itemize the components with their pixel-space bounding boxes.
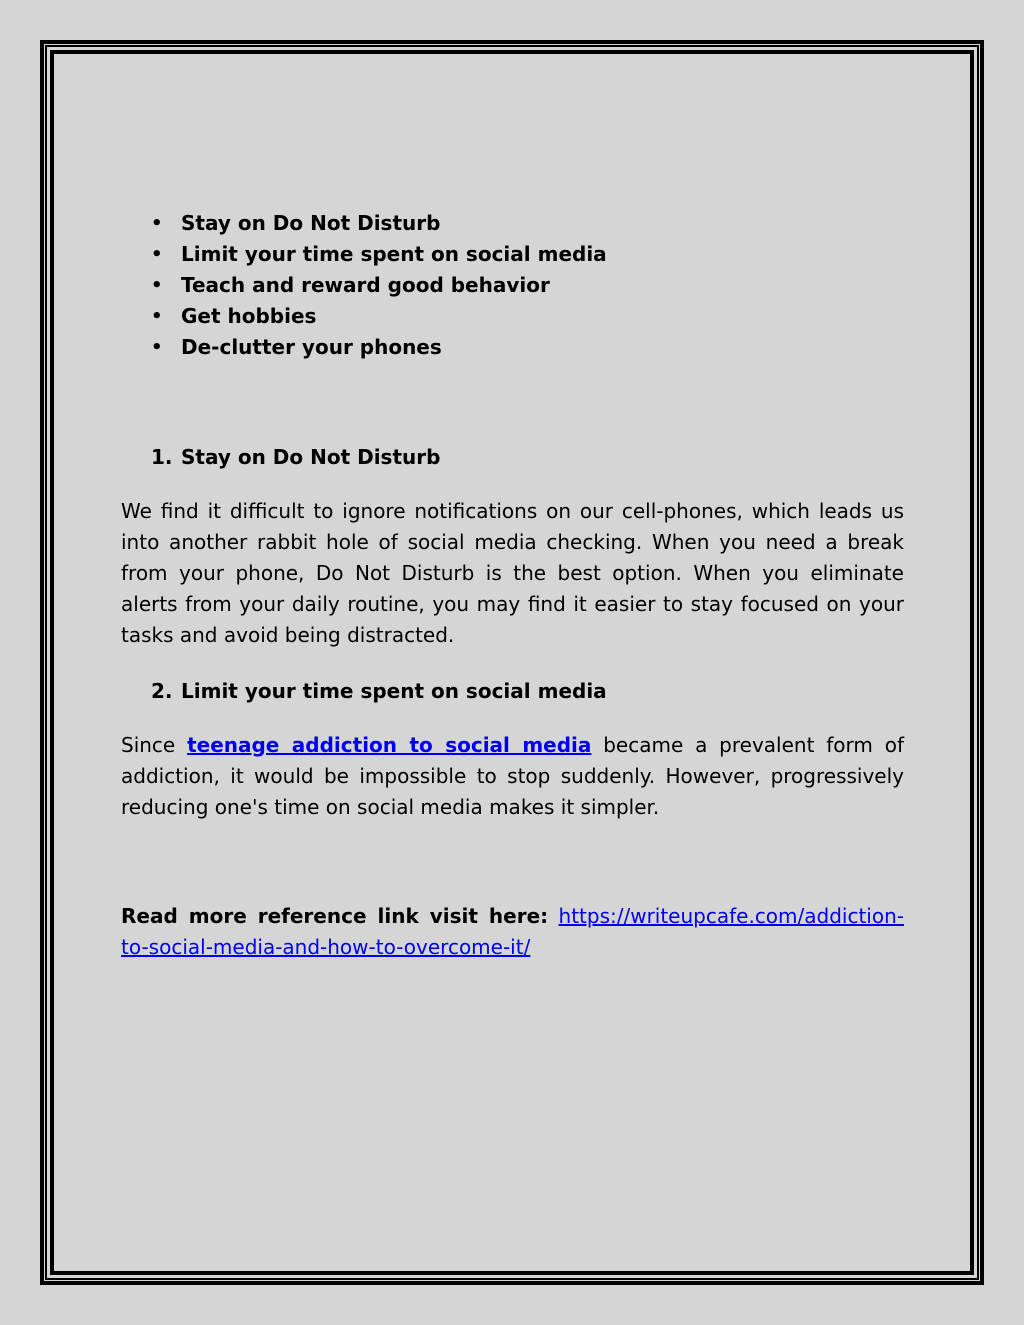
bullet-icon: • [151,213,163,234]
reference-url-link[interactable]: https://writeupcafe.com/addiction-to-social-media-and-how-to-overcome-it/ [121,904,904,959]
section-1-number: 1. [151,445,173,469]
section-1-heading [151,442,440,473]
bullet-icon: • [151,244,163,265]
section-1-title: Stay on Do Not Disturb [181,445,441,469]
section-2-heading [151,676,607,707]
reference-label: Read more reference link visit here: [121,904,549,928]
bullet-icon: • [151,337,163,358]
bullet-icon: • [151,306,163,327]
section-2-body-suffix: became a prevalent form of addiction, it would be impossible to stop suddenly. However, progressively reducing one's time on social media makes it simpler. [121,733,904,819]
list-item [151,208,607,239]
section-1-body: We find it difficult to ignore notifications on our cell-phones, which leads us into another rabbit hole of social media checking. When you need a break from your phone, Do Not Disturb is the best option. When you eliminate alerts from your daily routine, you may find it easier to stay focused on your tasks and avoid being distracted. [121,499,904,647]
list-item [151,239,607,270]
section-2-body [121,730,904,823]
list-item-label: Stay on Do Not Disturb [181,211,441,235]
list-item-label: Get hobbies [181,304,317,328]
list-item [151,301,607,332]
tips-bullet-list [151,208,607,363]
teenage-addiction-link[interactable]: teenage addiction to social media [187,733,592,757]
list-item-label: Limit your time spent on social media [181,242,607,266]
reference-paragraph [121,901,904,963]
bullet-icon: • [151,275,163,296]
section-2-body-prefix: Since [121,733,176,757]
section-2-number: 2. [151,679,173,703]
list-item [151,332,607,363]
list-item [151,270,607,301]
list-item-label: Teach and reward good behavior [181,273,550,297]
section-2-title: Limit your time spent on social media [181,679,607,703]
list-item-label: De-clutter your phones [181,335,442,359]
